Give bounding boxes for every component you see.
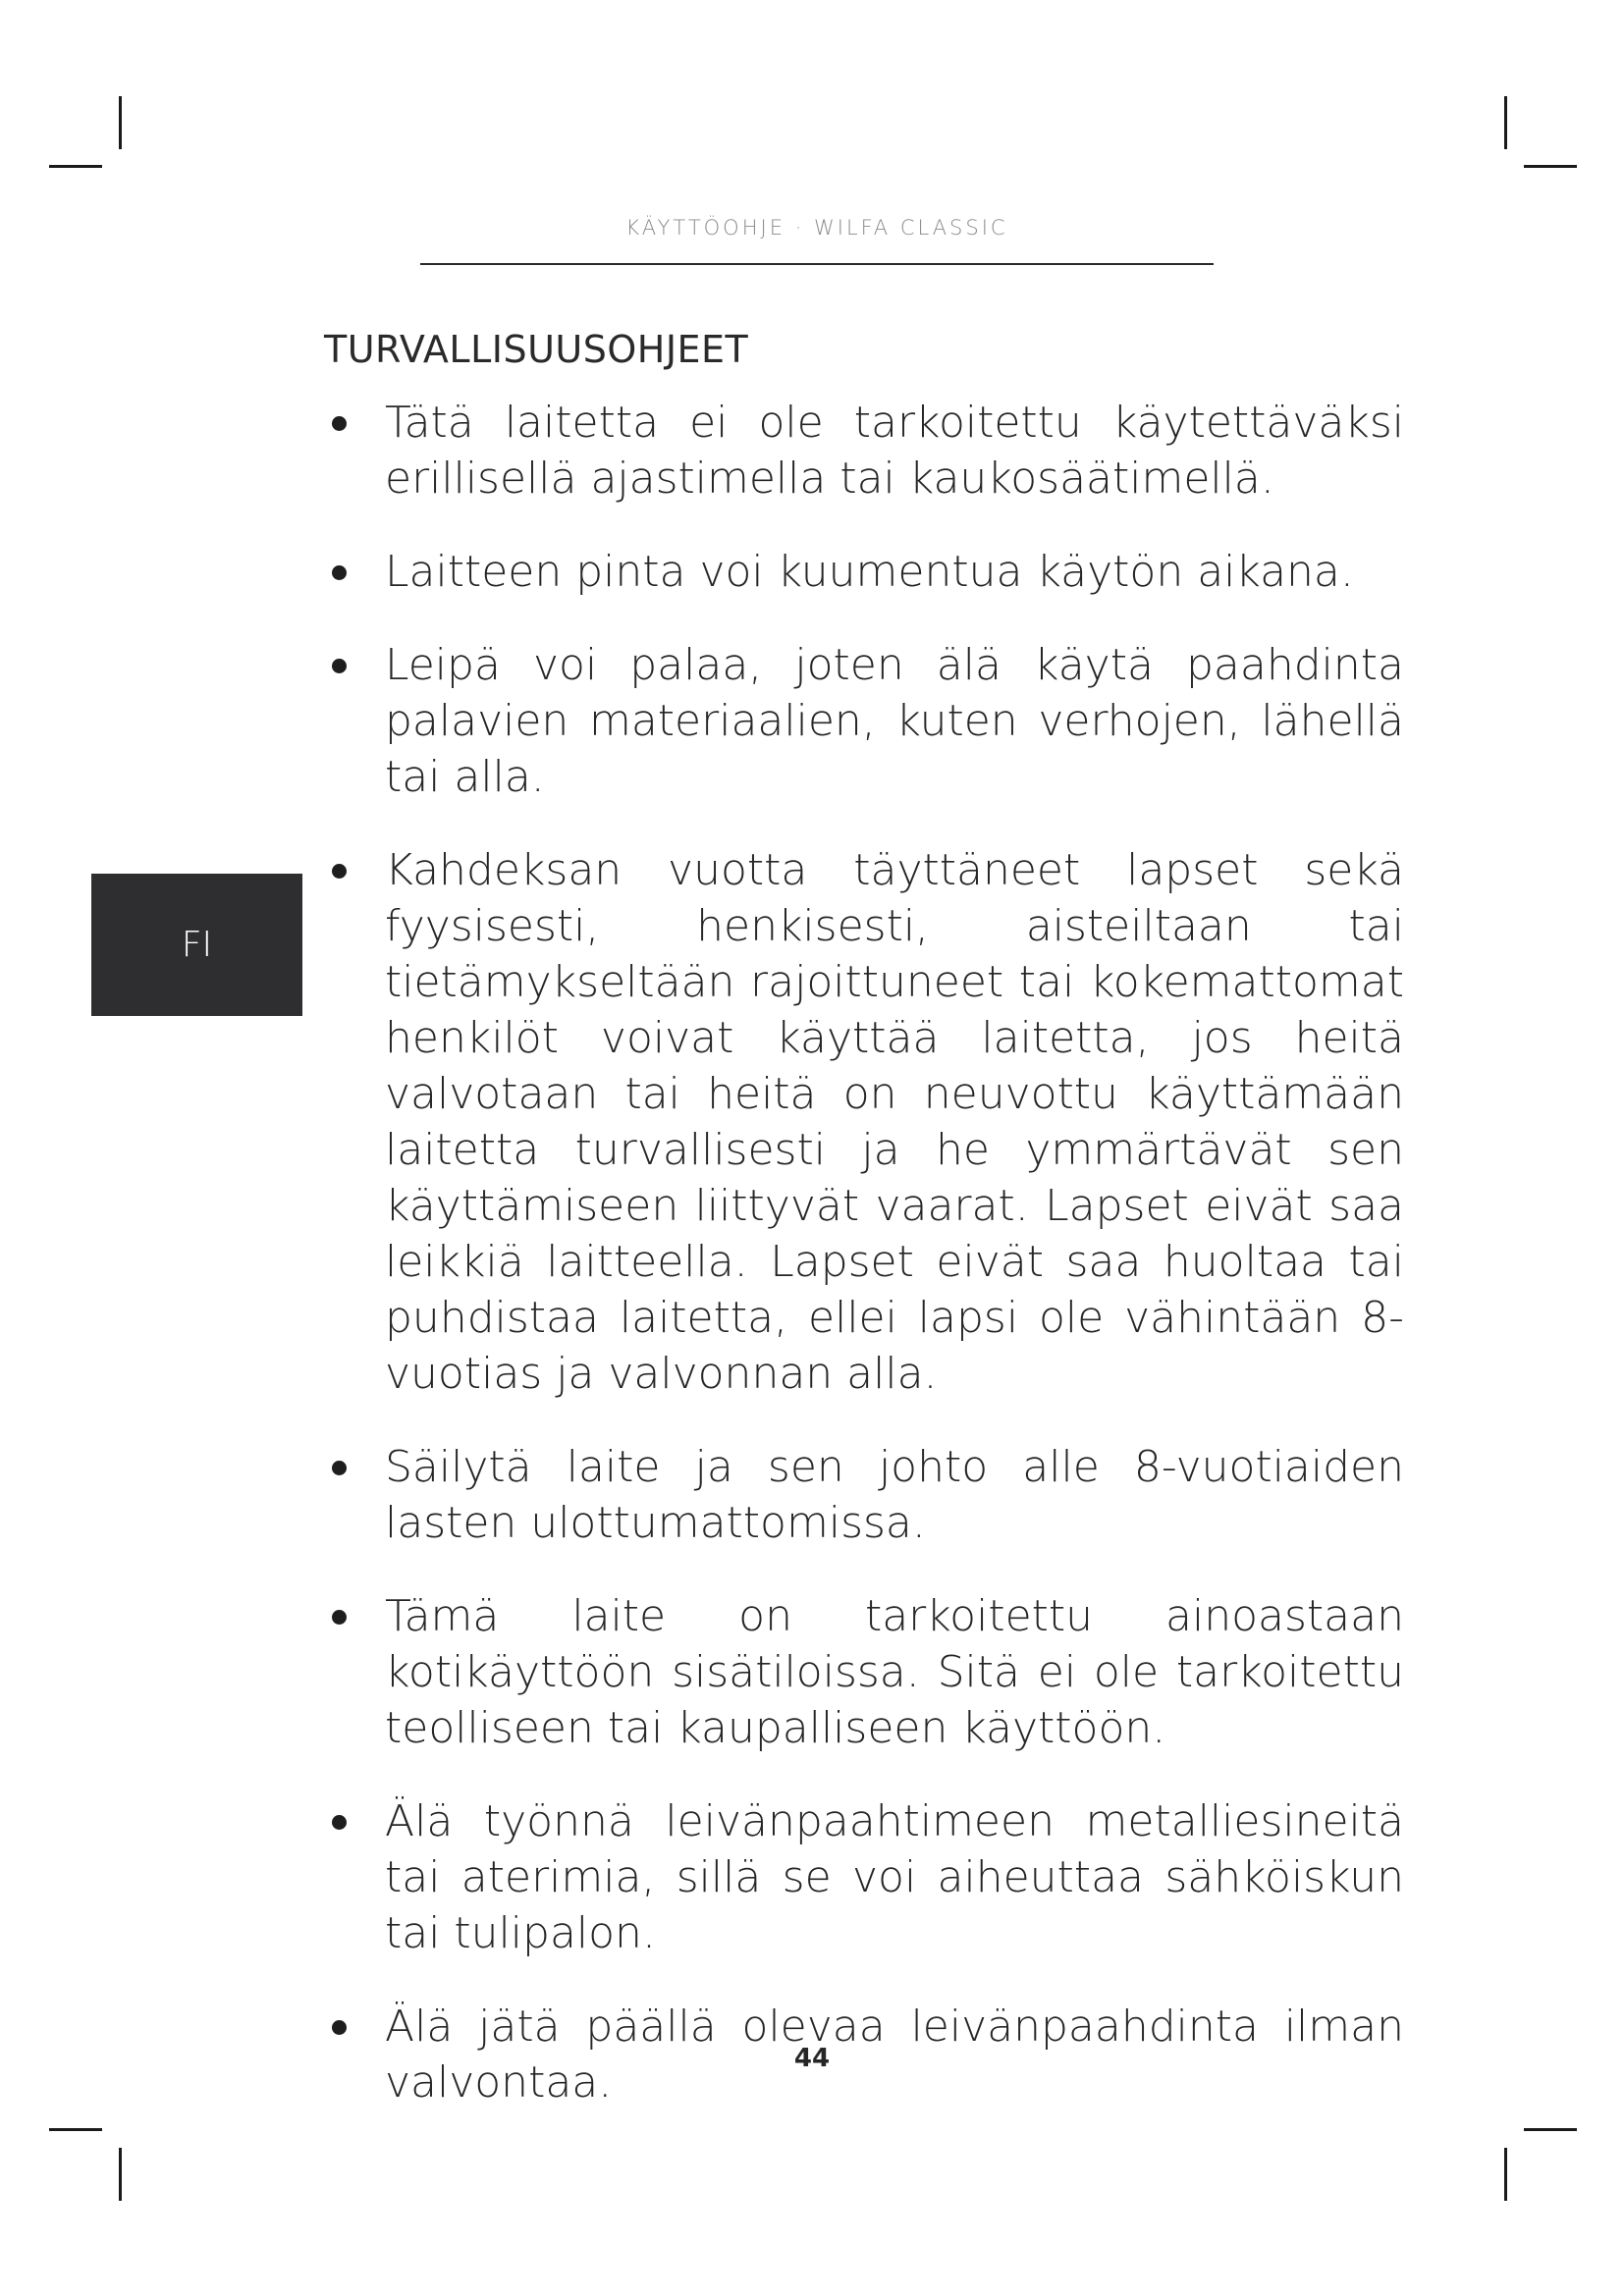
list-item-text: Laitteen pinta voi kuumentua käytön aikana. xyxy=(385,547,1354,597)
header-divider xyxy=(420,263,1214,265)
bullet-icon xyxy=(332,2020,347,2035)
running-header: KÄYTTÖOHJE · WILFA CLASSIC xyxy=(625,216,1008,240)
bullet-icon xyxy=(332,1815,347,1830)
safety-instructions-list xyxy=(324,395,1404,2148)
crop-mark-bottom-right-horizontal xyxy=(1524,2128,1577,2131)
bullet-icon xyxy=(332,659,347,673)
list-item xyxy=(324,544,1404,600)
crop-mark-top-right-horizontal xyxy=(1524,165,1577,168)
bullet-icon xyxy=(332,1610,347,1625)
list-item xyxy=(324,1793,1404,1961)
section-title: TURVALLISUUSOHJEET xyxy=(324,328,749,371)
language-tab-label: FI xyxy=(181,925,213,965)
bullet-icon xyxy=(332,864,347,879)
crop-mark-bottom-left-vertical xyxy=(119,2148,122,2201)
list-item-text: Tätä laitetta ei ole tarkoitettu käytettäväksi erillisellä ajastimella tai kaukosäätimellä. xyxy=(385,398,1404,504)
list-item-text: Säilytä laite ja sen johto alle 8-vuotiaiden lasten ulottumattomissa. xyxy=(385,1442,1404,1548)
list-item xyxy=(324,842,1404,1402)
crop-mark-top-right-vertical xyxy=(1504,96,1507,149)
list-item xyxy=(324,637,1404,805)
bullet-icon xyxy=(332,565,347,580)
language-tab xyxy=(91,874,302,1016)
crop-mark-top-left-vertical xyxy=(119,96,122,149)
crop-mark-bottom-right-vertical xyxy=(1504,2148,1507,2201)
crop-mark-bottom-left-horizontal xyxy=(49,2128,102,2131)
page-number: 44 xyxy=(793,2044,831,2073)
list-item-text: Älä jätä päällä olevaa leivänpaahdinta ilman valvontaa. xyxy=(385,2002,1404,2108)
bullet-icon xyxy=(332,1461,347,1475)
list-item-text: Kahdeksan vuotta täyttäneet lapset sekä fyysisesti, henkisesti, aisteiltaan tai tietämykseltään rajoittuneet tai kokemattomat henkilöt voivat käyttää laitetta, jos heitä valvotaan tai heitä on neuvottu käyttämään laitetta turvallisesti ja he ymmärtävät sen käyttämiseen liittyvät vaarat. Lapset eivät saa leikkiä laitteella. Lapset eivät saa huoltaa tai puhdistaa laitetta, ellei lapsi ole vähintään 8-vuotias ja valvonnan alla. xyxy=(385,845,1404,1399)
list-item-text: Älä työnnä leivänpaahtimeen metalliesineitä tai aterimia, sillä se voi aiheuttaa sähköiskun tai tulipalon. xyxy=(385,1796,1404,1958)
bullet-icon xyxy=(332,416,347,431)
list-item-text: Leipä voi palaa, joten älä käytä paahdinta palavien materiaalien, kuten verhojen, lähellä tai alla. xyxy=(385,640,1404,802)
crop-mark-top-left-horizontal xyxy=(49,165,102,168)
list-item xyxy=(324,1439,1404,1551)
list-item-text: Tämä laite on tarkoitettu ainoastaan kotikäyttöön sisätiloissa. Sitä ei ole tarkoitettu teolliseen tai kaupalliseen käyttöön. xyxy=(385,1591,1404,1753)
list-item xyxy=(324,395,1404,507)
list-item xyxy=(324,1588,1404,1756)
